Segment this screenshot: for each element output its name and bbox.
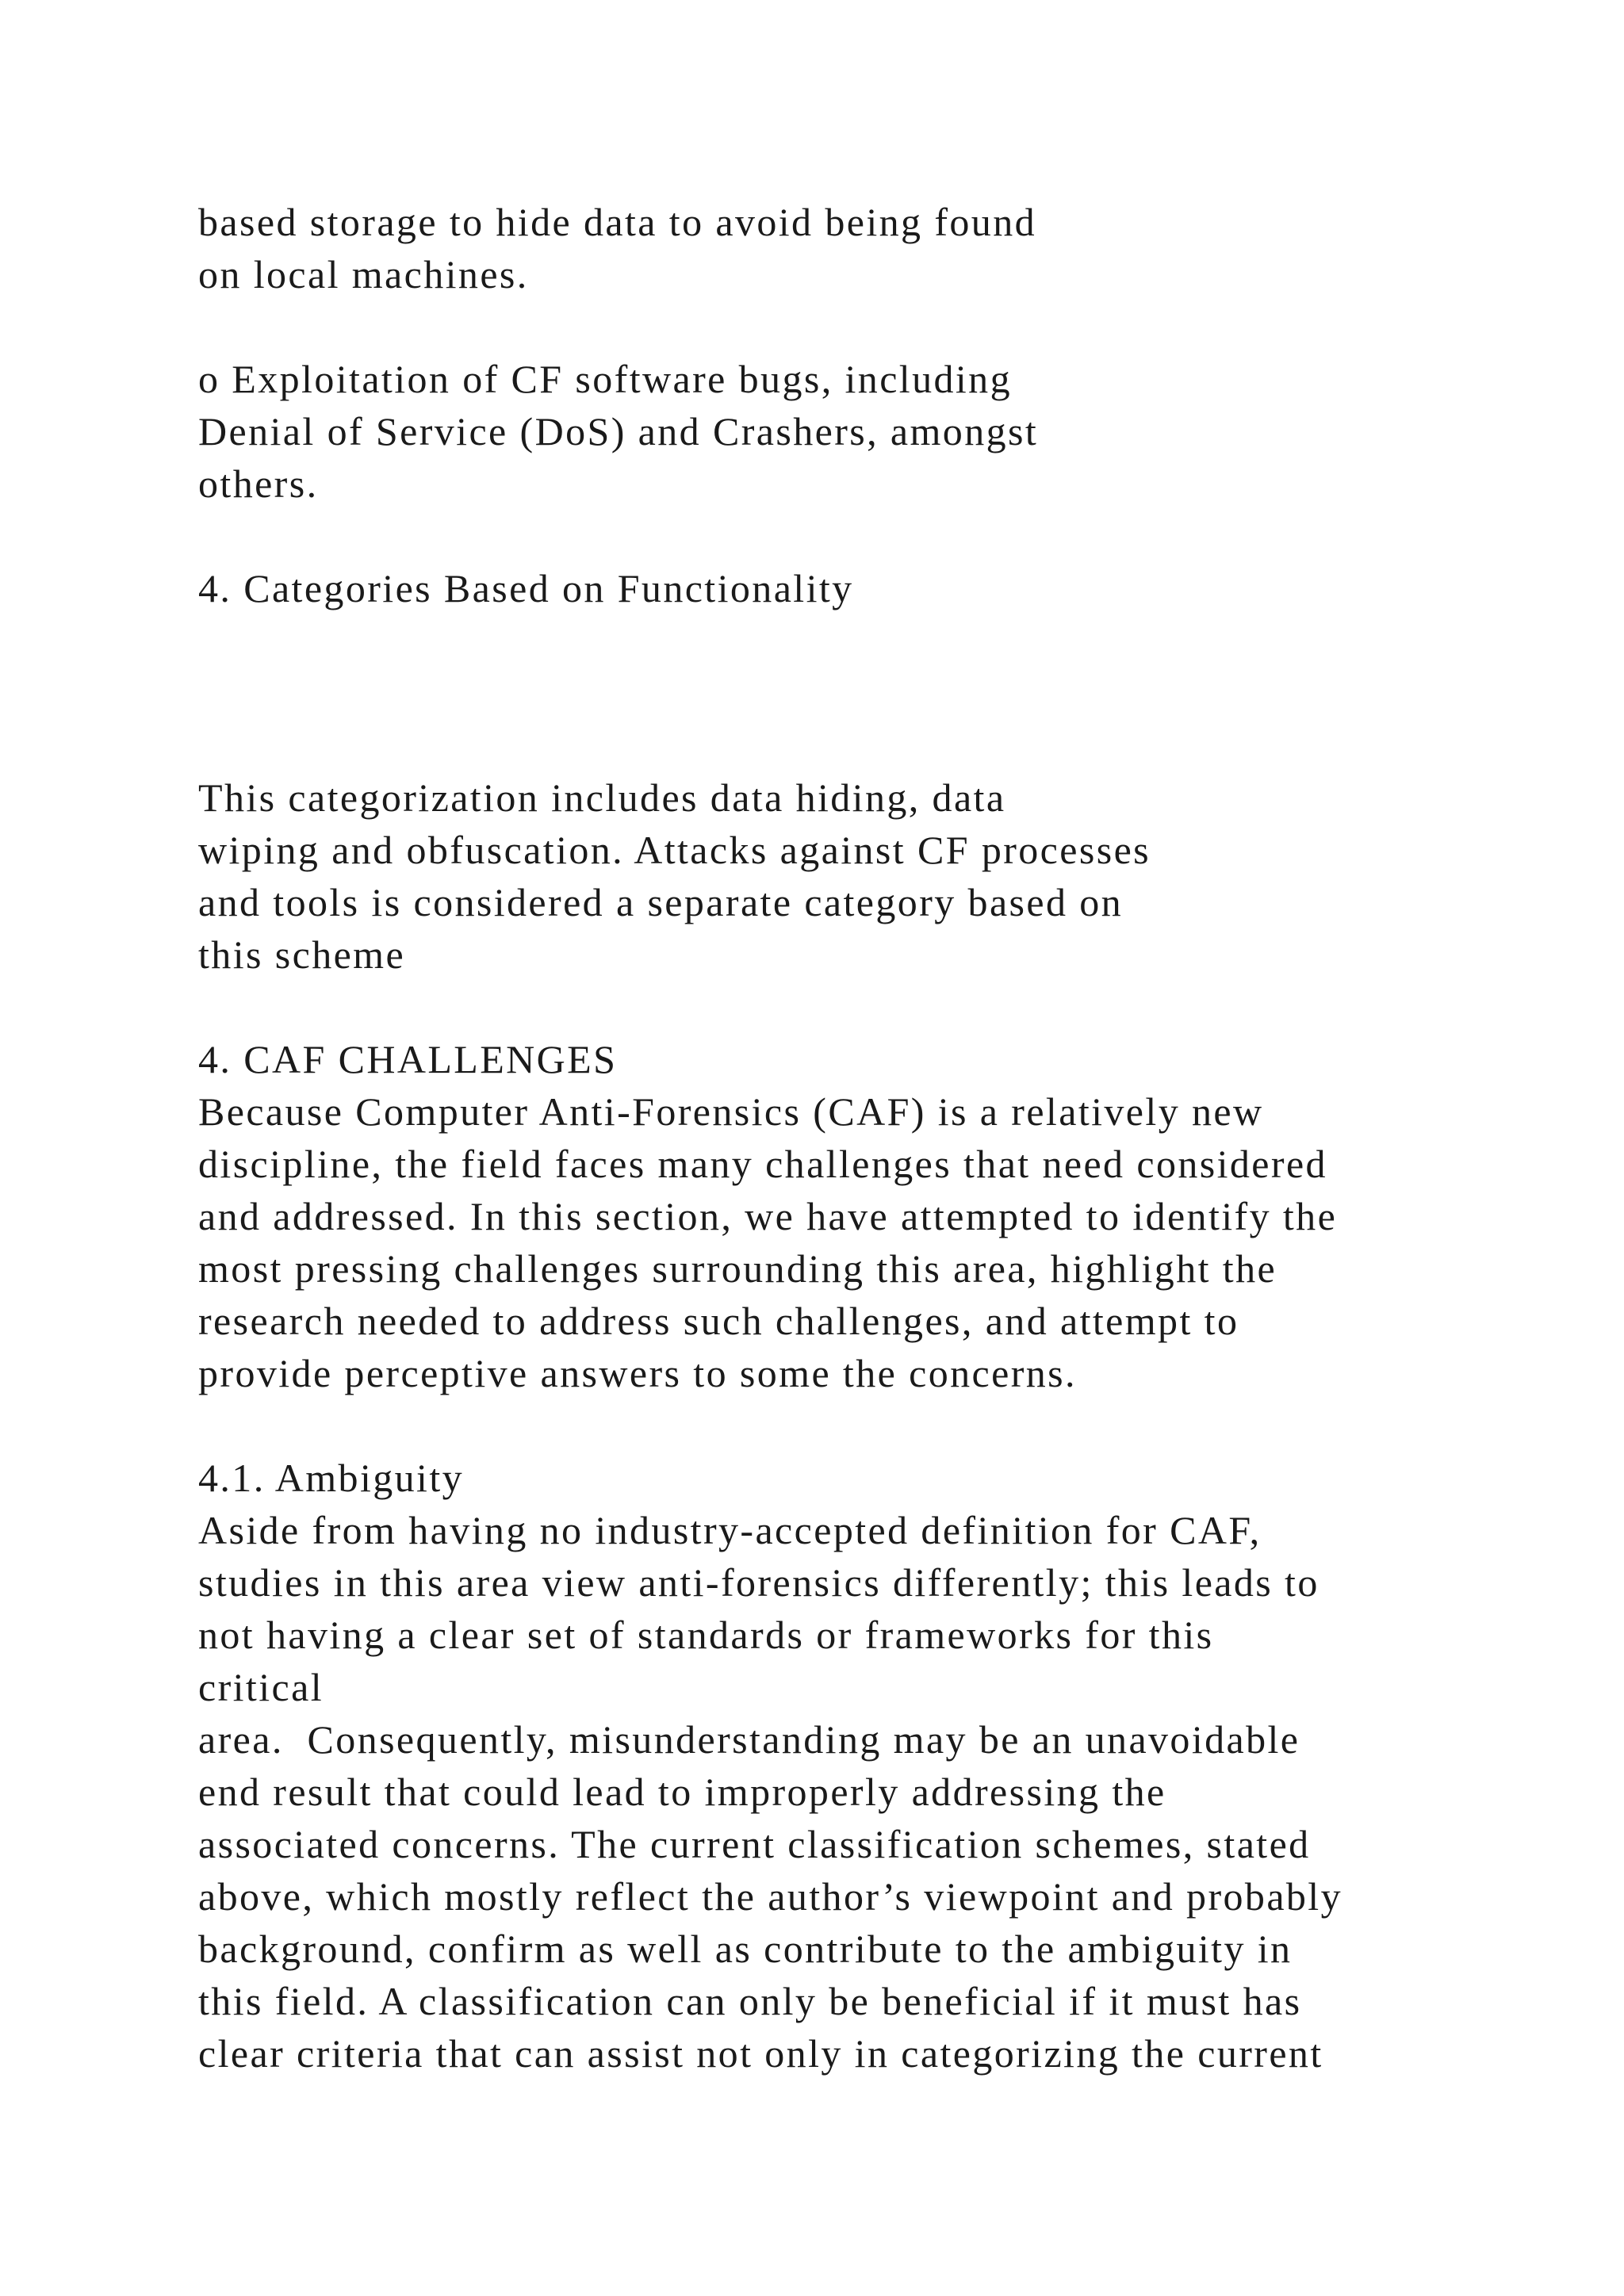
text-line: and addressed. In this section, we have attempted to identify the [198,1194,1338,1238]
text-line: background, confirm as well as contribute to the ambiguity in [198,1927,1293,1971]
text-line: wiping and obfuscation. Attacks against CF processes [198,828,1151,872]
text-line: end result that could lead to improperly addressing the [198,1770,1166,1814]
text-line: area. Consequently, misunderstanding may be an unavoidable [198,1717,1300,1762]
subsection-heading: 4.1. Ambiguity [198,1456,465,1500]
text-line: discipline, the field faces many challenges that need considered [198,1142,1327,1186]
text-line: Aside from having no industry-accepted definition for CAF, [198,1508,1262,1552]
text-line: clear criteria that can assist not only in categorizing the current [198,2031,1323,2076]
text-line: critical [198,1665,324,1709]
text-line: and tools is considered a separate category based on [198,880,1124,924]
text-line: studies in this area view anti-forensics differently; this leads to [198,1560,1320,1605]
text-line: provide perceptive answers to some the concerns. [198,1351,1077,1395]
text-line: Denial of Service (DoS) and Crashers, amongst [198,409,1039,453]
text-line: Because Computer Anti-Forensics (CAF) is a relatively new [198,1089,1264,1134]
bullet-item: o Exploitation of CF software bugs, including [198,357,1012,401]
text-line: not having a clear set of standards or frameworks for this [198,1613,1214,1657]
text-line: associated concerns. The current classification schemes, stated [198,1822,1311,1866]
text-line: others. [198,461,319,506]
text-line: on local machines. [198,252,529,297]
text-line: this scheme [198,932,406,977]
section-heading: 4. Categories Based on Functionality [198,566,854,610]
text-line: above, which mostly reflect the author’s viewpoint and probably [198,1874,1342,1919]
text-line: this field. A classification can only be beneficial if it must has [198,1979,1302,2023]
text-line: most pressing challenges surrounding this area, highlight the [198,1246,1277,1291]
text-line: research needed to address such challenges, and attempt to [198,1299,1239,1343]
section-heading: 4. CAF CHALLENGES [198,1037,618,1081]
text-line: based storage to hide data to avoid being found [198,200,1036,244]
text-line: This categorization includes data hiding, data [198,775,1006,820]
